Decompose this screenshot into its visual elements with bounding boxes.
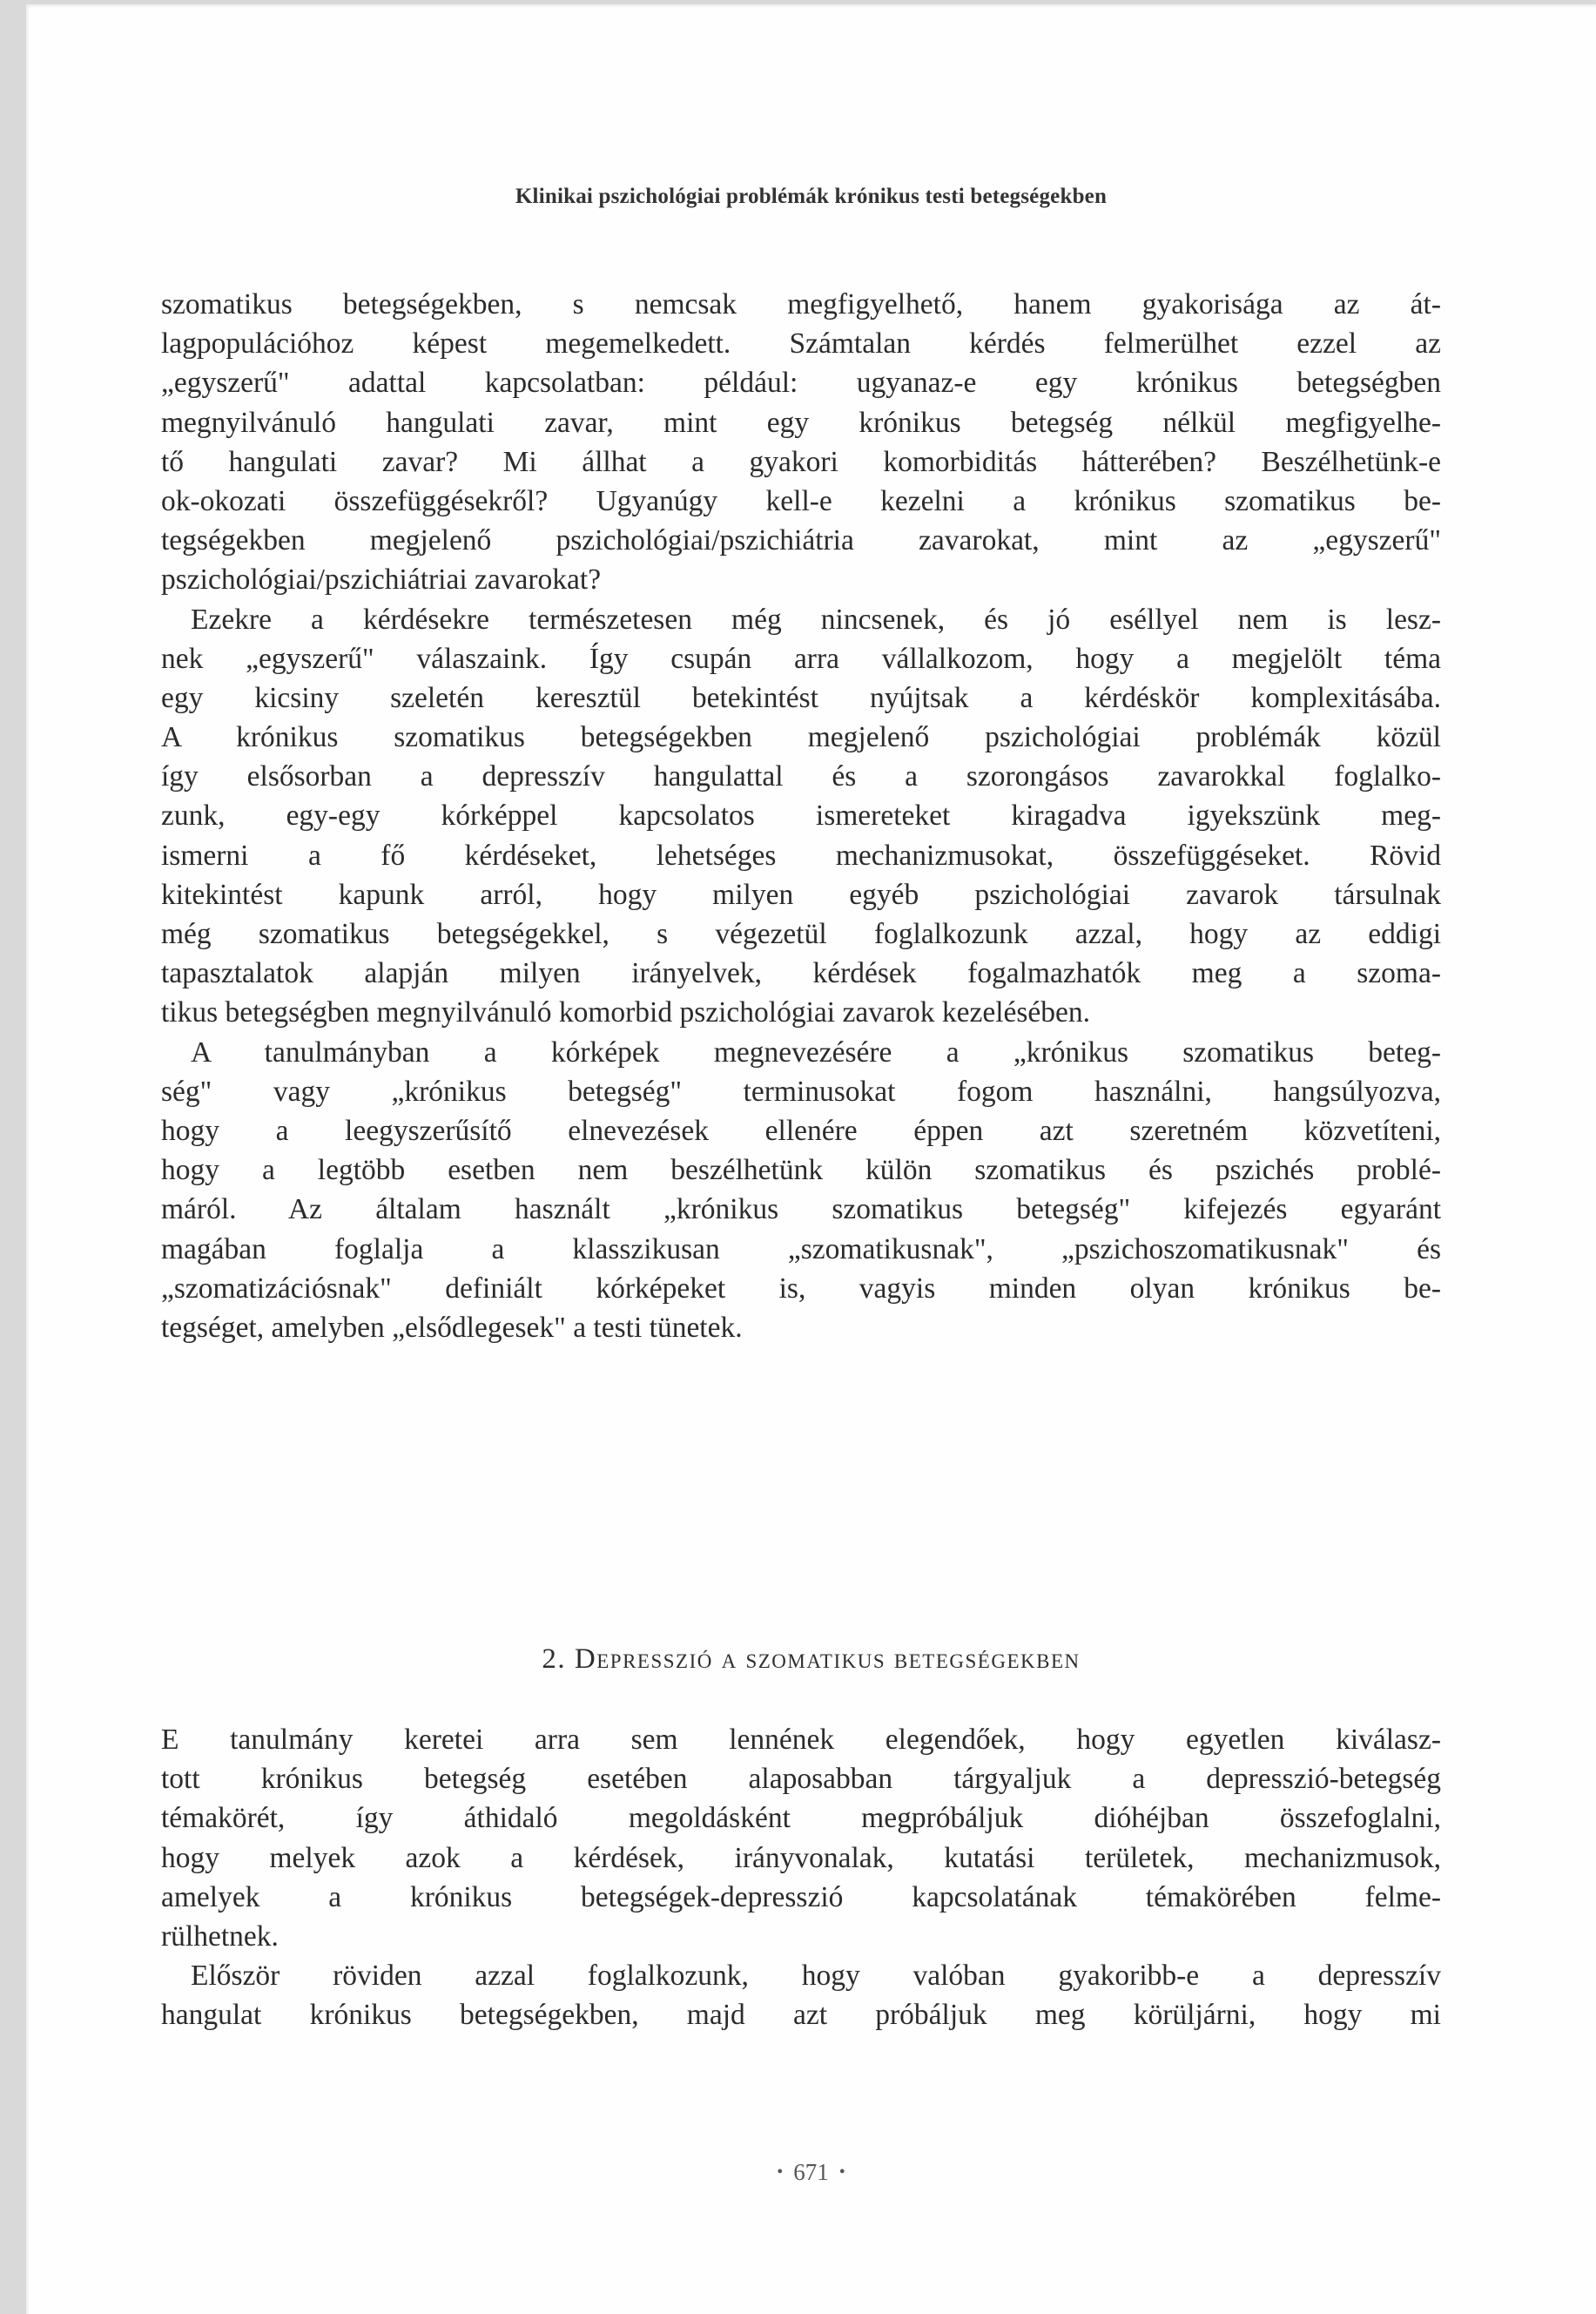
text-line: hogy melyek azok a kérdések, irányvonalak, kutatási területek, mechanizmusok, xyxy=(161,1841,1441,1874)
text-line: A tanulmányban a kórképek megnevezésére a „krónikus szomatikus beteg- xyxy=(191,1036,1441,1069)
text-line: tegséget, amelyben „elsődlegesek" a testi tünetek. xyxy=(161,1311,743,1344)
text-line: hogy a leegyszerűsítő elnevezések ellenére éppen azt szeretném közvetíteni, xyxy=(161,1114,1441,1147)
text-line: kitekintést kapunk arról, hogy milyen egyéb pszichológiai zavarok társulnak xyxy=(161,878,1441,911)
text-line: ség" vagy „krónikus betegség" terminusokat fogom használni, hangsúlyozva, xyxy=(161,1075,1441,1108)
text-line: lagpopulációhoz képest megemelkedett. Számtalan kérdés felmerülhet ezzel az xyxy=(161,327,1441,361)
text-line: E tanulmány keretei arra sem lennének elegendőek, hogy egyetlen kiválasz- xyxy=(161,1724,1441,1756)
text-line: Ezekre a kérdésekre természetesen még nincsenek, és jó eséllyel nem is lesz- xyxy=(191,603,1441,636)
body-text-after-heading xyxy=(161,1720,1441,2035)
text-line: hogy a legtöbb esetben nem beszélhetünk külön szomatikus és pszichés problé- xyxy=(161,1154,1441,1187)
text-line: egy kicsiny szeletén keresztül betekintést nyújtsak a kérdéskör komplexitásába. xyxy=(161,681,1441,714)
text-line: tapasztalatok alapján milyen irányelvek, kérdések fogalmazhatók meg a szoma- xyxy=(161,957,1441,990)
text-line: megnyilvánuló hangulati zavar, mint egy krónikus betegség nélkül megfigyelhe- xyxy=(161,406,1441,439)
text-line: pszichológiai/pszichiátriai zavarokat? xyxy=(161,563,602,597)
text-line: hangulat krónikus betegségekben, majd azt próbáljuk meg körüljárni, hogy mi xyxy=(161,1999,1441,2032)
text-line: „egyszerű" adattal kapcsolatban: például: ugyanaz-e egy krónikus betegségben xyxy=(161,367,1441,400)
text-line: rülhetnek. xyxy=(161,1919,279,1953)
text-line: tegségekben megjelenő pszichológiai/pszichiátria zavarokat, mint az „egyszerű" xyxy=(161,524,1441,557)
text-line: máról. Az általam használt „krónikus szomatikus betegség" kifejezés egyaránt xyxy=(161,1193,1441,1226)
text-line: tikus betegségben megnyilvánuló komorbid pszichológiai zavarok kezelésében. xyxy=(161,996,1091,1029)
text-line: nek „egyszerű" válaszaink. Így csupán arra vállalkozom, hogy a megjelölt téma xyxy=(161,642,1441,675)
folio-ornament-left: • xyxy=(777,2162,784,2182)
text-line: zunk, egy-egy kórképpel kapcsolatos ismereteket kiragadva igyekszünk meg- xyxy=(161,799,1441,833)
text-line: szomatikus betegségekben, s nemcsak megfigyelhető, hanem gyakorisága az át- xyxy=(161,288,1441,320)
text-line: A krónikus szomatikus betegségekben megjelenő pszichológiai problémák közül xyxy=(161,721,1441,754)
text-line: ismerni a fő kérdéseket, lehetséges mechanizmusokat, összefüggéseket. Rövid xyxy=(161,839,1441,872)
text-line: témakörét, így áthidaló megoldásként megpróbáljuk dióhéjban összefoglalni, xyxy=(161,1802,1441,1835)
text-line: tott krónikus betegség esetében alaposabban tárgyaljuk a depresszió-betegség xyxy=(161,1763,1441,1796)
text-line: így elsősorban a depresszív hangulattal és a szorongásos zavarokkal foglalko- xyxy=(161,760,1441,793)
body-text-before-heading xyxy=(161,285,1441,1347)
section-heading: 2. Depresszió a szomatikus betegségekben xyxy=(542,1643,1081,1675)
text-line: amelyek a krónikus betegségek-depresszió kapcsolatának témakörében felme- xyxy=(161,1880,1441,1913)
text-line: tő hangulati zavar? Mi állhat a gyakori komorbiditás hátterében? Beszélhetünk-e xyxy=(161,445,1441,478)
text-line: „szomatizációsnak" definiált kórképeket is, vagyis minden olyan krónikus be- xyxy=(161,1272,1441,1305)
folio-ornament-right: • xyxy=(838,2162,845,2182)
text-line: ok-okozati összefüggésekről? Ugyanúgy kell-e kezelni a krónikus szomatikus be- xyxy=(161,484,1441,517)
text-line: még szomatikus betegségekkel, s végezetül foglalkozunk azzal, hogy az eddigi xyxy=(161,918,1441,950)
page-number-footer xyxy=(26,2159,1596,2186)
page-number: 671 xyxy=(793,2159,829,2185)
text-line: Először röviden azzal foglalkozunk, hogy valóban gyakoribb-e a depresszív xyxy=(191,1960,1441,1993)
text-line: magában foglalja a klasszikusan „szomatikusnak", „pszichoszomatikusnak" és xyxy=(161,1232,1441,1265)
book-page xyxy=(26,4,1596,2314)
running-head: Klinikai pszichológiai problémák krónikus testi betegségekben xyxy=(515,185,1108,208)
